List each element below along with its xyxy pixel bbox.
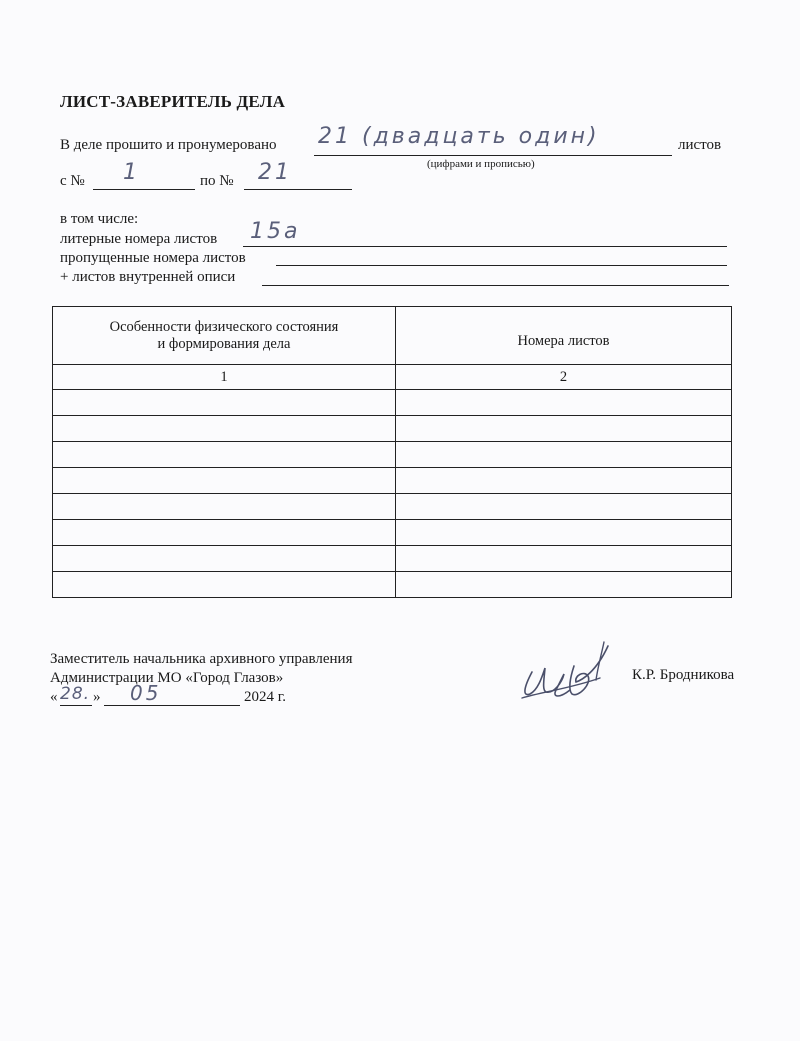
table-cell	[396, 390, 732, 416]
letter-numbers-label: литерные номера листов	[60, 231, 218, 247]
table-cell	[53, 494, 396, 520]
stitched-underline	[314, 155, 672, 156]
table-cell	[53, 442, 396, 468]
table-cell	[53, 572, 396, 598]
letter-numbers-handwritten-value: 15а	[250, 219, 301, 244]
missing-numbers-underline	[276, 265, 727, 266]
table-row	[53, 546, 732, 572]
stitched-handwritten-value: 21 (двадцать один)	[318, 124, 600, 149]
table-cell	[53, 390, 396, 416]
table-cell	[53, 416, 396, 442]
signer-position-line1: Заместитель начальника архивного управления	[50, 651, 353, 667]
stitched-suffix: листов	[678, 137, 722, 153]
table-cell	[396, 546, 732, 572]
table-row	[53, 572, 732, 598]
letter-numbers-underline	[243, 246, 727, 247]
stitched-hint: (цифрами и прописью)	[427, 158, 535, 170]
to-label: по №	[200, 173, 234, 189]
table-cell	[396, 494, 732, 520]
date-day-handwritten: 28.	[60, 684, 91, 704]
table-cell	[53, 468, 396, 494]
table-row	[53, 468, 732, 494]
table-row	[53, 416, 732, 442]
inner-inventory-label: + листов внутренней описи	[60, 269, 236, 285]
table-column-number-row	[53, 365, 732, 390]
table-header-row	[53, 307, 732, 365]
header-physical-condition-line1: Особенности физического состояния	[109, 318, 339, 335]
signer-name: К.Р. Бродникова	[632, 667, 735, 683]
table-cell	[53, 546, 396, 572]
column-number-1: 1	[53, 365, 396, 390]
table-row	[53, 390, 732, 416]
including-label: в том числе:	[60, 211, 139, 227]
header-sheet-numbers: Номера листов	[396, 307, 732, 365]
missing-numbers-label: пропущенные номера листов	[60, 250, 246, 266]
date-open-quote: «	[50, 689, 58, 705]
header-physical-condition	[53, 307, 396, 365]
to-handwritten-value: 21	[258, 160, 292, 185]
date-month-handwritten: 05	[130, 681, 162, 705]
table-cell	[396, 572, 732, 598]
document-title: ЛИСТ-ЗАВЕРИТЕЛЬ ДЕЛА	[60, 92, 286, 111]
table-cell	[53, 520, 396, 546]
date-close-quote: »	[93, 689, 101, 705]
to-underline	[244, 189, 352, 190]
from-label: с №	[60, 173, 85, 189]
signature-icon	[512, 632, 622, 712]
condition-table	[52, 306, 732, 598]
table-cell	[396, 442, 732, 468]
from-handwritten-value: 1	[123, 160, 140, 185]
column-number-2: 2	[396, 365, 732, 390]
from-underline	[93, 189, 195, 190]
table-row	[53, 442, 732, 468]
date-year: 2024 г.	[244, 689, 286, 705]
date-day-underline	[60, 705, 92, 706]
table-row	[53, 494, 732, 520]
table-cell	[396, 520, 732, 546]
table-cell	[396, 416, 732, 442]
inner-inventory-underline	[262, 285, 729, 286]
table-row	[53, 520, 732, 546]
date-month-underline	[104, 705, 240, 706]
table-cell	[396, 468, 732, 494]
stitched-label: В деле прошито и пронумеровано	[60, 137, 277, 153]
header-physical-condition-line2: и формирования дела	[157, 335, 291, 352]
signer-position-line2: Администрации МО «Город Глазов»	[50, 670, 284, 686]
